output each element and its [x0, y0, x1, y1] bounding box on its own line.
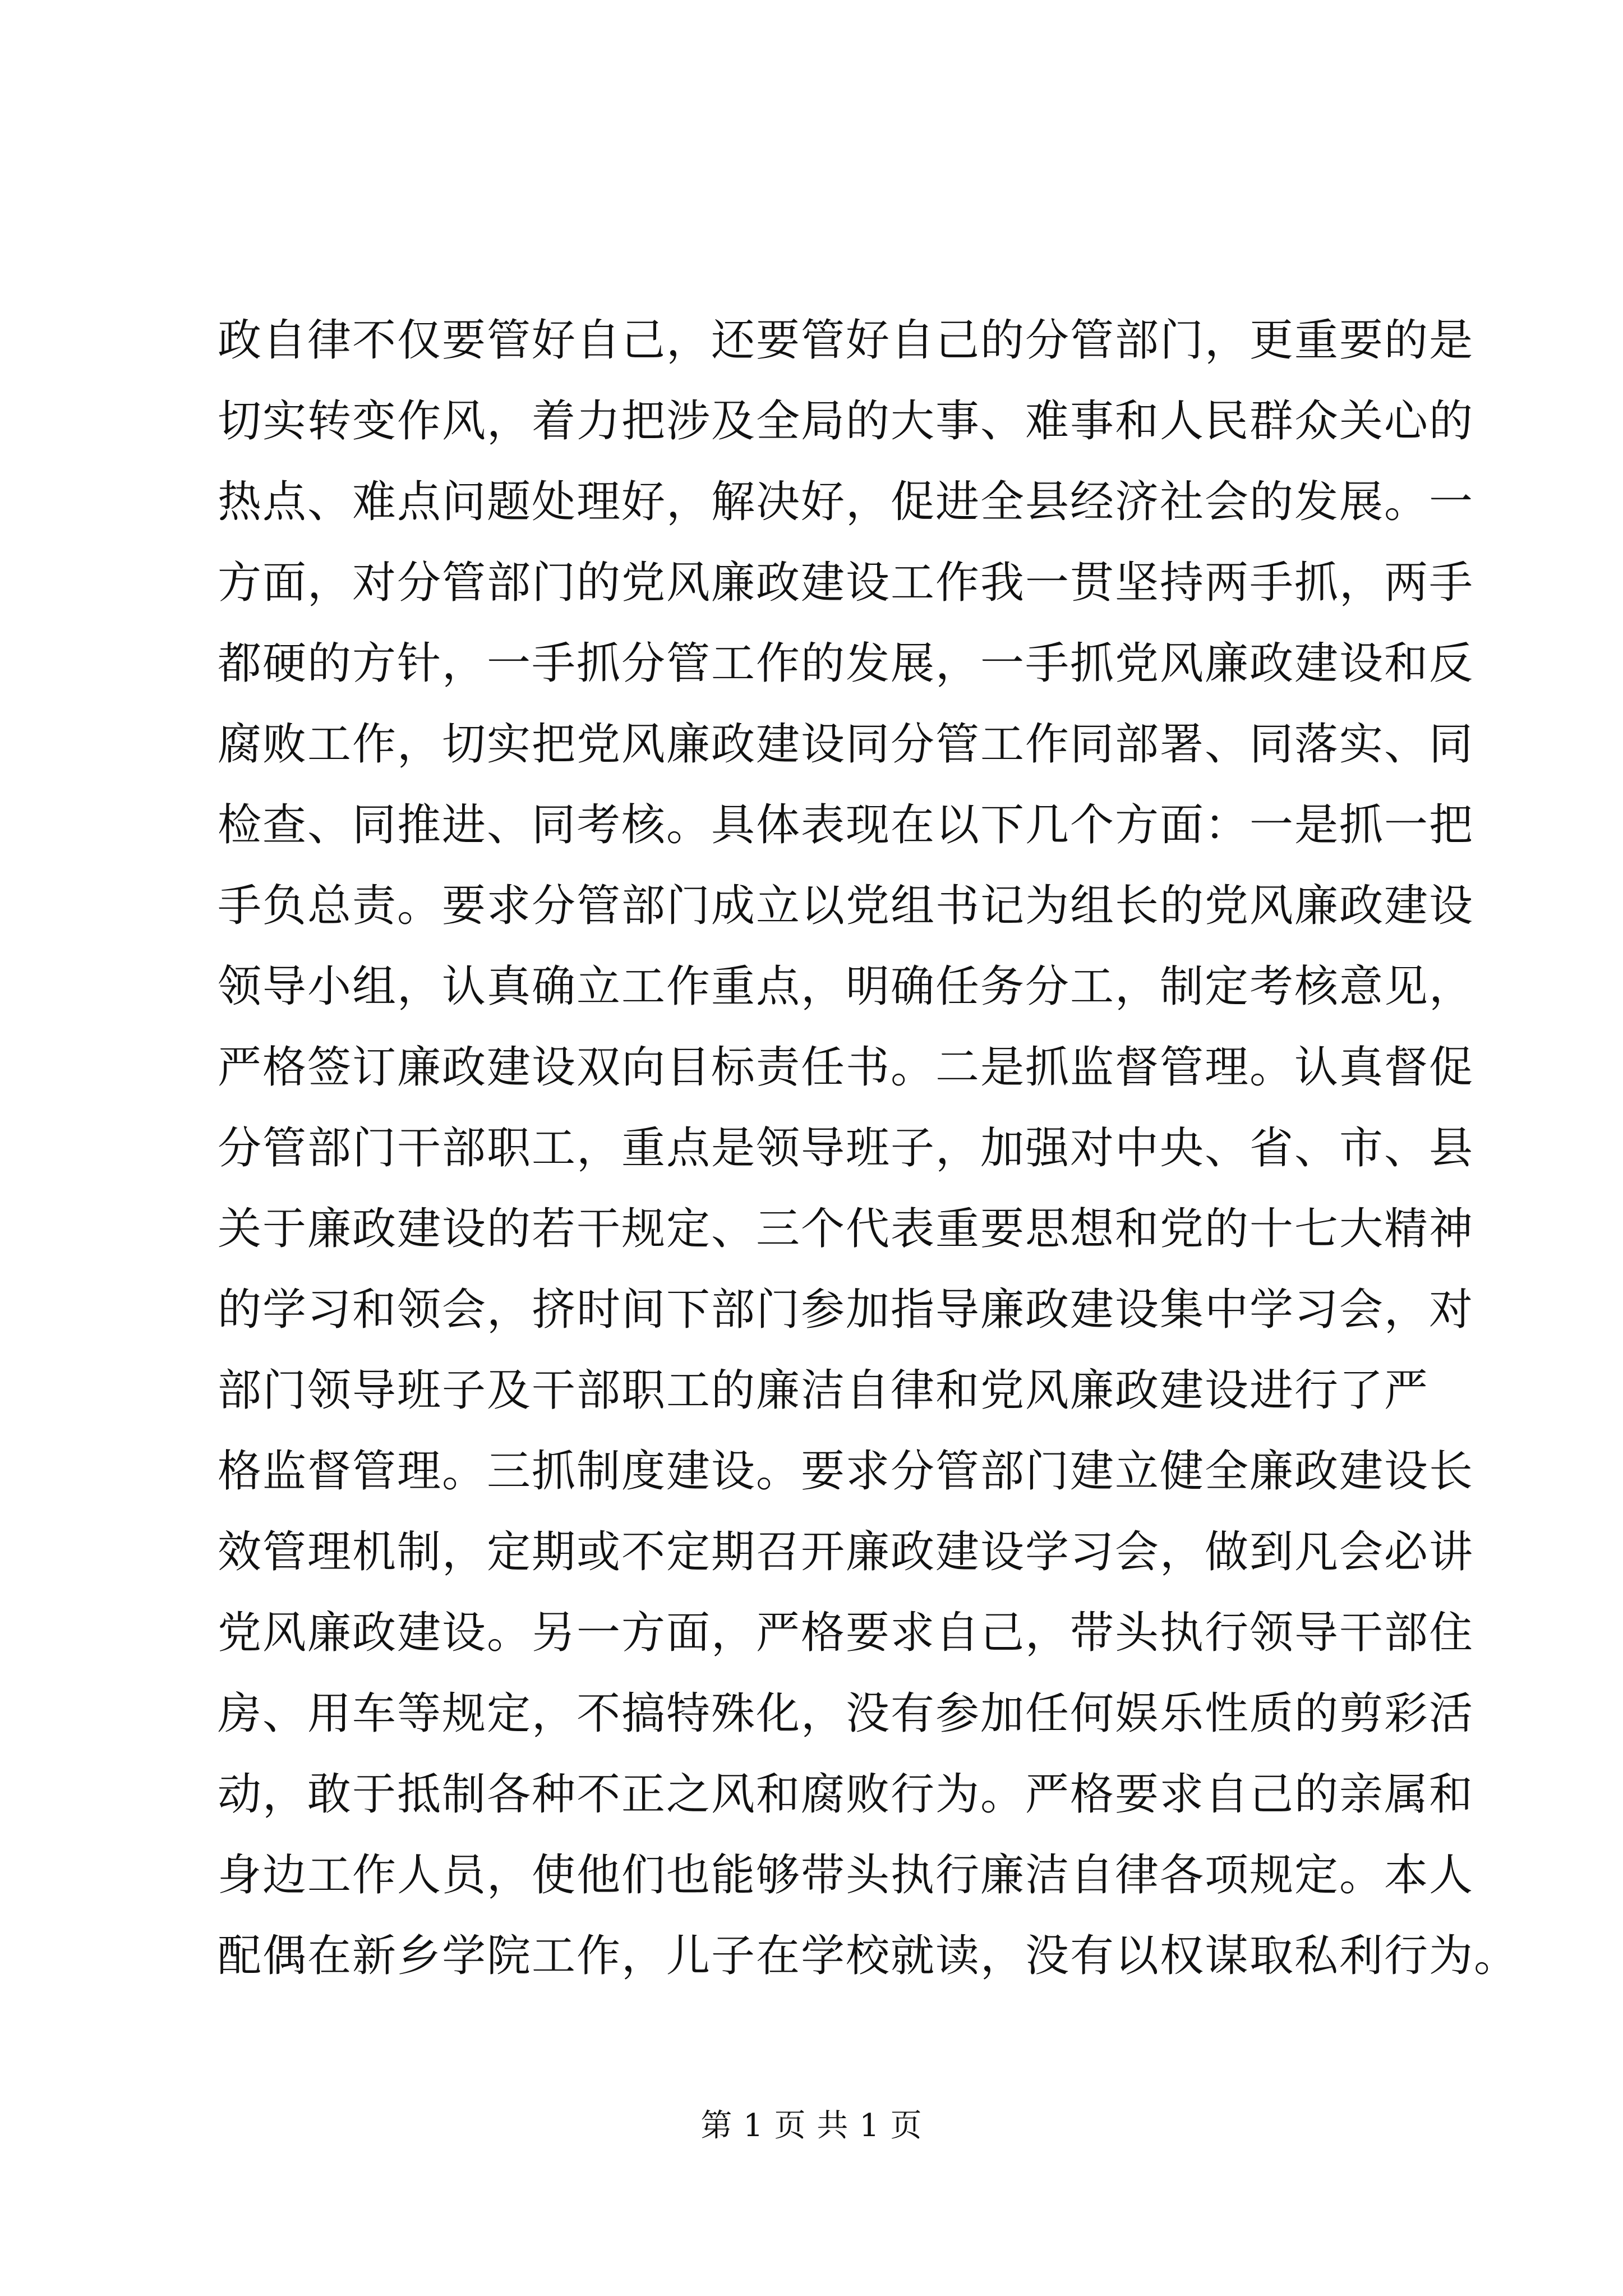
- text-line: 切实转变作风，着力把涉及全局的大事、难事和人民群众关心的: [218, 396, 1474, 447]
- text-line: 效管理机制，定期或不定期召开廉政建设学习会，做到凡会必讲: [218, 1527, 1474, 1577]
- text-line: 腐败工作，切实把党风廉政建设同分管工作同部署、同落实、同: [218, 719, 1474, 770]
- text-line: 领导小组，认真确立工作重点，明确任务分工，制定考核意见，: [218, 961, 1474, 1012]
- text-line: 动，敢于抵制各种不正之风和腐败行为。严格要求自己的亲属和: [218, 1769, 1474, 1820]
- text-line: 格监督管理。三抓制度建设。要求分管部门建立健全廉政建设长: [218, 1446, 1474, 1497]
- text-line: 手负总责。要求分管部门成立以党组书记为组长的党风廉政建设: [218, 881, 1474, 931]
- text-line: 房、用车等规定，不搞特殊化，没有参加任何娱乐性质的剪彩活: [218, 1688, 1474, 1739]
- text-line: 热点、难点问题处理好，解决好，促进全县经济社会的发展。一: [218, 477, 1474, 527]
- page-footer: [0, 2106, 1623, 2146]
- text-line: 的学习和领会，挤时间下部门参加指导廉政建设集中学习会，对: [218, 1285, 1474, 1335]
- text-line: 身边工作人员，使他们也能够带头执行廉洁自律各项规定。本人: [218, 1850, 1474, 1901]
- text-line: 分管部门干部职工，重点是领导班子，加强对中央、省、市、县: [218, 1123, 1474, 1174]
- document-body: [218, 300, 1519, 1996]
- text-line: 方面，对分管部门的党风廉政建设工作我一贯坚持两手抓，两手: [218, 558, 1474, 608]
- text-line: 严格签订廉政建设双向目标责任书。二是抓监督管理。认真督促: [218, 1042, 1474, 1093]
- text-line: 关于廉政建设的若干规定、三个代表重要思想和党的十七大精神: [218, 1204, 1474, 1254]
- text-line: 都硬的方针，一手抓分管工作的发展，一手抓党风廉政建设和反: [218, 638, 1474, 689]
- text-line: 党风廉政建设。另一方面，严格要求自己，带头执行领导干部住: [218, 1608, 1474, 1658]
- text-line: 配偶在新乡学院工作，儿子在学校就读，没有以权谋取私利行为。: [218, 1931, 1519, 1981]
- text-line: 政自律不仅要管好自己，还要管好自己的分管部门，更重要的是: [218, 315, 1474, 366]
- text-line: 检查、同推进、同考核。具体表现在以下几个方面：一是抓一把: [218, 800, 1474, 850]
- page-number: 第 1 页 共 1 页: [700, 2108, 923, 2144]
- text-line: 部门领导班子及干部职工的廉洁自律和党风廉政建设进行了严: [218, 1365, 1430, 1416]
